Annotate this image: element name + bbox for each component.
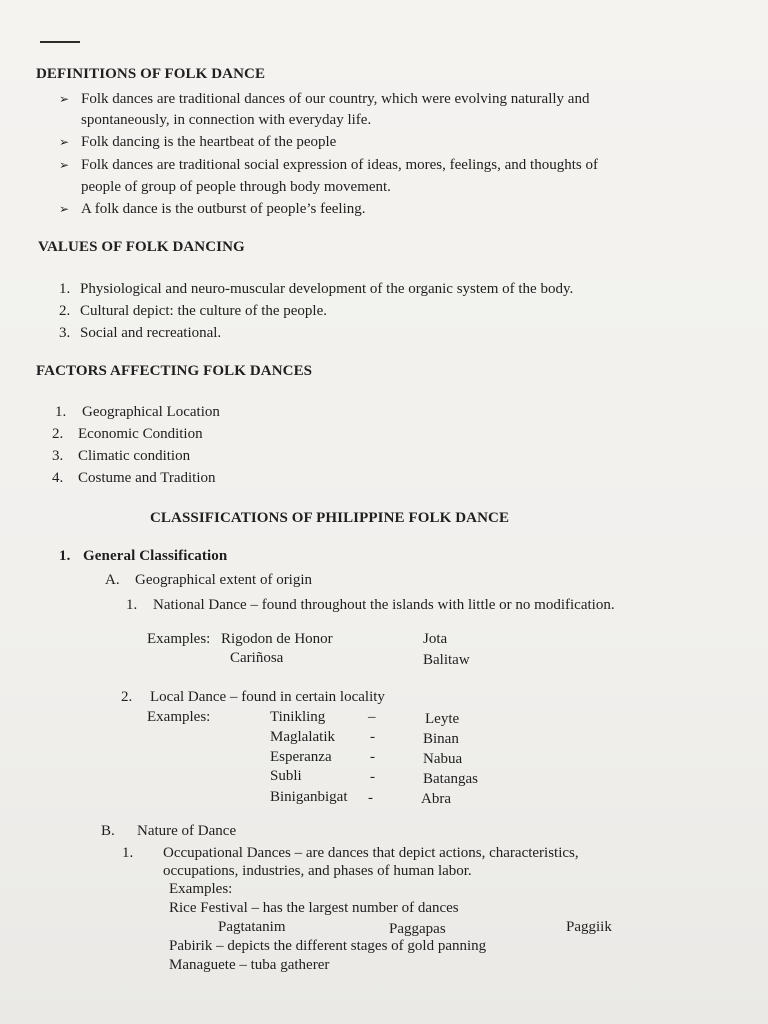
geo-letter: A. <box>105 572 120 588</box>
definition-3-line-1: Folk dances are traditional social expression of ideas, mores, feelings, and thoughts of <box>81 157 598 173</box>
factors-item-3: Climatic condition <box>78 448 191 464</box>
local-place: Nabua <box>423 751 463 767</box>
national-example-2: Cariñosa <box>230 650 284 666</box>
definitions-heading: DEFINITIONS OF FOLK DANCE <box>36 66 266 82</box>
local-sep: – <box>368 709 376 725</box>
national-example-3: Jota <box>423 631 448 647</box>
national-example-1: Rigodon de Honor <box>221 631 333 647</box>
local-dance: Tinikling <box>270 709 326 725</box>
arrow-bullet-icon: ➢ <box>59 202 70 216</box>
occupational-line-2: occupations, industries, and phases of human labor. <box>163 863 472 879</box>
definition-2: Folk dancing is the heartbeat of the people <box>81 134 337 150</box>
nature-letter: B. <box>101 823 115 839</box>
top-rule <box>40 41 80 43</box>
general-title: General Classification <box>83 548 228 564</box>
national-text: National Dance – found throughout the islands with little or no modification. <box>153 597 615 613</box>
definition-1-line-2: spontaneously, in connection with everyday life. <box>81 112 372 128</box>
factors-item-1: Geographical Location <box>82 404 220 420</box>
local-num: 2. <box>121 689 133 705</box>
local-examples-label: Examples: <box>147 709 211 725</box>
values-item-3: Social and recreational. <box>80 325 222 341</box>
local-sep: - <box>370 729 375 745</box>
factors-item-4: Costume and Tradition <box>78 470 216 486</box>
occupational-examples-label: Examples: <box>169 881 233 897</box>
rice-sub-2: Paggapas <box>389 921 446 937</box>
nature-title: Nature of Dance <box>137 823 237 839</box>
general-num: 1. <box>59 548 71 564</box>
factors-num-4: 4. <box>52 470 64 486</box>
definition-3-line-2: people of group of people through body movement. <box>81 179 391 195</box>
rice-sub-3: Paggiik <box>566 919 612 935</box>
definition-4: A folk dance is the outburst of people’s feeling. <box>81 201 366 217</box>
occupational-line-1: Occupational Dances – are dances that depict actions, characteristics, <box>163 845 579 861</box>
arrow-bullet-icon: ➢ <box>59 92 70 106</box>
pabirik: Pabirik – depicts the different stages of gold panning <box>169 938 487 954</box>
local-place: Batangas <box>423 771 478 787</box>
values-num-3: 3. <box>59 325 71 341</box>
rice-festival: Rice Festival – has the largest number of dances <box>169 900 459 916</box>
arrow-bullet-icon: ➢ <box>59 135 70 149</box>
factors-num-3: 3. <box>52 448 64 464</box>
national-num: 1. <box>126 597 138 613</box>
classifications-heading: CLASSIFICATIONS OF PHILIPPINE FOLK DANCE <box>150 510 510 526</box>
values-num-1: 1. <box>59 281 71 297</box>
local-text: Local Dance – found in certain locality <box>150 689 385 705</box>
managuete: Managuete – tuba gatherer <box>169 957 330 973</box>
local-place: Binan <box>423 731 459 747</box>
national-example-4: Balitaw <box>423 652 470 668</box>
factors-heading: FACTORS AFFECTING FOLK DANCES <box>36 363 313 379</box>
local-dance: Maglalatik <box>270 729 335 745</box>
local-place: Leyte <box>425 711 460 727</box>
values-heading: VALUES OF FOLK DANCING <box>38 239 245 255</box>
factors-num-2: 2. <box>52 426 64 442</box>
national-examples-label: Examples: <box>147 631 211 647</box>
geo-title: Geographical extent of origin <box>135 572 313 588</box>
local-dance: Subli <box>270 768 302 784</box>
values-item-1: Physiological and neuro-muscular development of the organic system of the body. <box>80 281 574 297</box>
factors-item-2: Economic Condition <box>78 426 203 442</box>
local-place: Abra <box>421 791 451 807</box>
factors-num-1: 1. <box>55 404 67 420</box>
arrow-bullet-icon: ➢ <box>59 158 70 172</box>
local-dance: Biniganbigat <box>270 789 348 805</box>
values-item-2: Cultural depict: the culture of the people. <box>80 303 328 319</box>
definition-1-line-1: Folk dances are traditional dances of our country, which were evolving naturally and <box>81 91 590 107</box>
local-dance: Esperanza <box>270 749 332 765</box>
local-sep: - <box>370 769 375 785</box>
local-sep: - <box>368 790 373 806</box>
rice-sub-1: Pagtatanim <box>218 919 286 935</box>
local-sep: - <box>370 749 375 765</box>
occupational-num: 1. <box>122 845 134 861</box>
values-num-2: 2. <box>59 303 71 319</box>
